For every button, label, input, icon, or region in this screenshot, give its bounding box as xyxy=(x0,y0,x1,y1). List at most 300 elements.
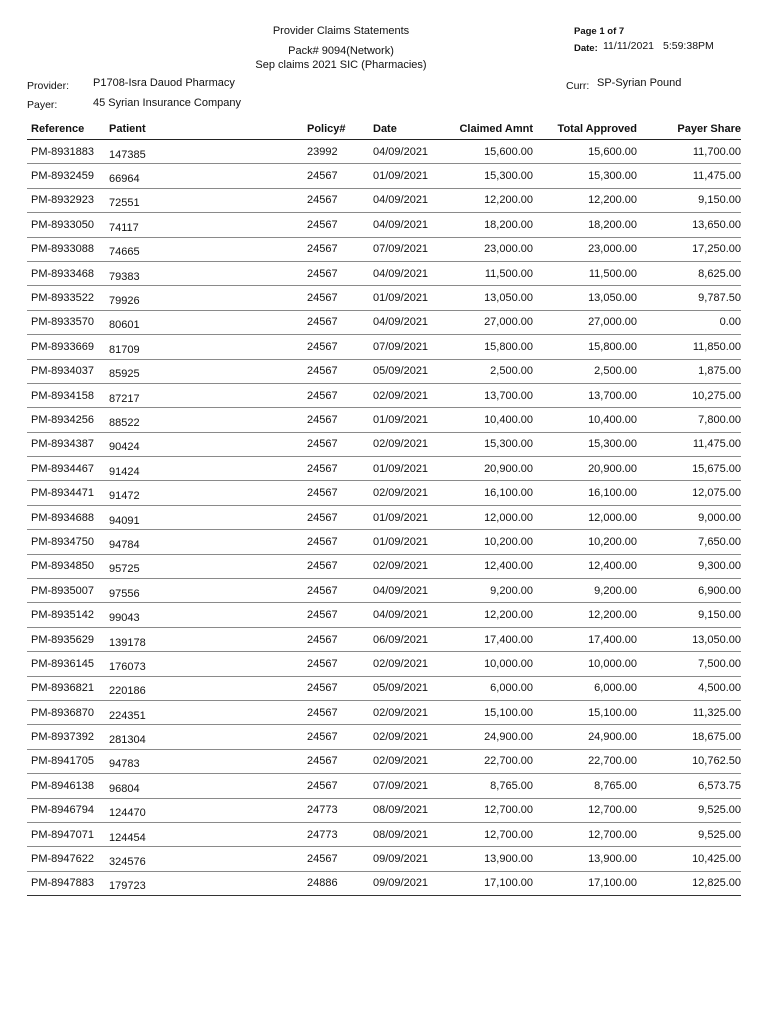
policy-cell: 24567 xyxy=(307,554,373,578)
claimed-amount-cell: 23,000.00 xyxy=(439,237,533,261)
date-cell: 08/09/2021 xyxy=(373,798,439,822)
reference-cell: PM-8934158 xyxy=(27,383,109,407)
claimed-amount-cell: 15,100.00 xyxy=(439,700,533,724)
patient-cell xyxy=(109,676,307,700)
reference-cell: PM-8933669 xyxy=(27,335,109,359)
total-approved-cell: 16,100.00 xyxy=(533,481,637,505)
table-row xyxy=(27,481,741,505)
time-value: 5:59:38PM xyxy=(663,40,714,52)
payer-share-cell: 8,625.00 xyxy=(637,261,741,285)
reference-cell: PM-8934387 xyxy=(27,432,109,456)
claimed-amount-cell: 20,900.00 xyxy=(439,457,533,481)
patient-id: 79926 xyxy=(109,295,140,308)
payer-share-cell: 13,050.00 xyxy=(637,627,741,651)
patient-id: 281304 xyxy=(109,734,146,747)
table-row xyxy=(27,457,741,481)
patient-id: 99043 xyxy=(109,612,140,625)
payer-share-cell: 13,650.00 xyxy=(637,213,741,237)
pack-number: Pack# 9094(Network) xyxy=(288,45,394,57)
date-cell: 05/09/2021 xyxy=(373,676,439,700)
total-approved-cell: 12,400.00 xyxy=(533,554,637,578)
payer-share-cell: 7,650.00 xyxy=(637,530,741,554)
total-approved-cell: 15,300.00 xyxy=(533,432,637,456)
table-row xyxy=(27,627,741,651)
reference-cell: PM-8936870 xyxy=(27,700,109,724)
patient-cell xyxy=(109,700,307,724)
reference-cell: PM-8946138 xyxy=(27,774,109,798)
claimed-amount-cell: 18,200.00 xyxy=(439,213,533,237)
patient-cell xyxy=(109,261,307,285)
table-row xyxy=(27,335,741,359)
claimed-amount-cell: 9,200.00 xyxy=(439,579,533,603)
patient-cell xyxy=(109,652,307,676)
date-cell: 02/09/2021 xyxy=(373,432,439,456)
table-row xyxy=(27,798,741,822)
table-row xyxy=(27,261,741,285)
page-number: Page 1 of 7 xyxy=(574,26,625,37)
patient-id: 87217 xyxy=(109,392,140,405)
claimed-amount-cell: 12,000.00 xyxy=(439,505,533,529)
date-cell: 04/09/2021 xyxy=(373,603,439,627)
payer-share-cell: 11,475.00 xyxy=(637,164,741,188)
patient-cell xyxy=(109,871,307,895)
col-header-total-approved: Total Approved xyxy=(533,118,637,140)
policy-cell: 24567 xyxy=(307,383,373,407)
payer-share-cell: 11,475.00 xyxy=(637,432,741,456)
policy-cell: 24886 xyxy=(307,871,373,895)
patient-cell xyxy=(109,725,307,749)
reference-cell: PM-8933050 xyxy=(27,213,109,237)
policy-cell: 24567 xyxy=(307,749,373,773)
patient-cell xyxy=(109,213,307,237)
patient-cell xyxy=(109,530,307,554)
patient-id: 97556 xyxy=(109,587,140,600)
patient-id: 124454 xyxy=(109,831,146,844)
payer-share-cell: 10,425.00 xyxy=(637,847,741,871)
payer-share-cell: 12,075.00 xyxy=(637,481,741,505)
reference-cell: PM-8933570 xyxy=(27,310,109,334)
claimed-amount-cell: 8,765.00 xyxy=(439,774,533,798)
patient-id: 85925 xyxy=(109,368,140,381)
table-row xyxy=(27,652,741,676)
total-approved-cell: 27,000.00 xyxy=(533,310,637,334)
policy-cell: 24567 xyxy=(307,286,373,310)
policy-cell: 24567 xyxy=(307,335,373,359)
claimed-amount-cell: 15,300.00 xyxy=(439,432,533,456)
claimed-amount-cell: 17,400.00 xyxy=(439,627,533,651)
reference-cell: PM-8947883 xyxy=(27,871,109,895)
reference-cell: PM-8934471 xyxy=(27,481,109,505)
payer-share-cell: 4,500.00 xyxy=(637,676,741,700)
table-row xyxy=(27,383,741,407)
policy-cell: 24567 xyxy=(307,505,373,529)
policy-cell: 24567 xyxy=(307,164,373,188)
table-row xyxy=(27,408,741,432)
table-row xyxy=(27,774,741,798)
reference-cell: PM-8934688 xyxy=(27,505,109,529)
payer-share-cell: 18,675.00 xyxy=(637,725,741,749)
date-cell: 02/09/2021 xyxy=(373,481,439,505)
payer-share-cell: 9,150.00 xyxy=(637,603,741,627)
policy-cell: 24567 xyxy=(307,530,373,554)
reference-cell: PM-8932923 xyxy=(27,188,109,212)
col-header-date: Date xyxy=(373,118,439,140)
claimed-amount-cell: 24,900.00 xyxy=(439,725,533,749)
reference-cell: PM-8947622 xyxy=(27,847,109,871)
payer-share-cell: 0.00 xyxy=(637,310,741,334)
table-row xyxy=(27,676,741,700)
patient-cell xyxy=(109,335,307,359)
policy-cell: 24567 xyxy=(307,774,373,798)
policy-cell: 24773 xyxy=(307,798,373,822)
total-approved-cell: 8,765.00 xyxy=(533,774,637,798)
total-approved-cell: 10,200.00 xyxy=(533,530,637,554)
patient-cell xyxy=(109,310,307,334)
patient-id: 80601 xyxy=(109,319,140,332)
table-row xyxy=(27,822,741,846)
date-cell: 01/09/2021 xyxy=(373,505,439,529)
patient-id: 74665 xyxy=(109,246,140,259)
policy-cell: 24567 xyxy=(307,188,373,212)
table-row xyxy=(27,749,741,773)
reference-cell: PM-8946794 xyxy=(27,798,109,822)
patient-cell xyxy=(109,749,307,773)
total-approved-cell: 12,700.00 xyxy=(533,798,637,822)
payer-label: Payer: xyxy=(27,99,58,111)
table-body xyxy=(27,140,741,896)
patient-cell xyxy=(109,164,307,188)
patient-id: 324576 xyxy=(109,856,146,869)
total-approved-cell: 13,900.00 xyxy=(533,847,637,871)
reference-cell: PM-8931883 xyxy=(27,140,109,164)
total-approved-cell: 6,000.00 xyxy=(533,676,637,700)
policy-cell: 24567 xyxy=(307,213,373,237)
patient-id: 72551 xyxy=(109,197,140,210)
claimed-amount-cell: 12,200.00 xyxy=(439,603,533,627)
claimed-amount-cell: 22,700.00 xyxy=(439,749,533,773)
total-approved-cell: 12,200.00 xyxy=(533,603,637,627)
table-row xyxy=(27,188,741,212)
policy-cell: 24567 xyxy=(307,579,373,603)
payer-share-cell: 9,787.50 xyxy=(637,286,741,310)
total-approved-cell: 10,400.00 xyxy=(533,408,637,432)
patient-id: 179723 xyxy=(109,880,146,893)
date-cell: 09/09/2021 xyxy=(373,871,439,895)
claimed-amount-cell: 12,200.00 xyxy=(439,188,533,212)
payer-share-cell: 9,525.00 xyxy=(637,798,741,822)
patient-id: 91472 xyxy=(109,490,140,503)
table-row xyxy=(27,871,741,895)
total-approved-cell: 12,200.00 xyxy=(533,188,637,212)
date-cell: 06/09/2021 xyxy=(373,627,439,651)
date-cell: 02/09/2021 xyxy=(373,652,439,676)
reference-cell: PM-8932459 xyxy=(27,164,109,188)
total-approved-cell: 24,900.00 xyxy=(533,725,637,749)
patient-id: 220186 xyxy=(109,685,146,698)
currency-label: Curr: xyxy=(566,80,590,92)
date-cell: 07/09/2021 xyxy=(373,774,439,798)
table-row xyxy=(27,505,741,529)
patient-cell xyxy=(109,481,307,505)
payer-share-cell: 10,762.50 xyxy=(637,749,741,773)
patient-id: 88522 xyxy=(109,416,140,429)
report-title: Provider Claims Statements xyxy=(272,25,410,37)
date-cell: 09/09/2021 xyxy=(373,847,439,871)
col-header-reference: Reference xyxy=(27,118,109,140)
payer-share-cell: 9,300.00 xyxy=(637,554,741,578)
claimed-amount-cell: 16,100.00 xyxy=(439,481,533,505)
table-row xyxy=(27,237,741,261)
date-cell: 01/09/2021 xyxy=(373,530,439,554)
report-subtitle: Sep claims 2021 SIC (Pharmacies) xyxy=(255,59,427,71)
col-header-payer-share: Payer Share xyxy=(637,118,741,140)
patient-cell xyxy=(109,457,307,481)
patient-cell xyxy=(109,554,307,578)
patient-cell xyxy=(109,359,307,383)
reference-cell: PM-8933468 xyxy=(27,261,109,285)
payer-share-cell: 6,573.75 xyxy=(637,774,741,798)
reference-cell: PM-8934037 xyxy=(27,359,109,383)
patient-id: 96804 xyxy=(109,782,140,795)
claimed-amount-cell: 10,200.00 xyxy=(439,530,533,554)
total-approved-cell: 10,000.00 xyxy=(533,652,637,676)
payer-share-cell: 11,325.00 xyxy=(637,700,741,724)
claimed-amount-cell: 10,400.00 xyxy=(439,408,533,432)
date-cell: 01/09/2021 xyxy=(373,408,439,432)
col-header-patient: Patient xyxy=(109,118,307,140)
patient-id: 94783 xyxy=(109,758,140,771)
payer-share-cell: 11,700.00 xyxy=(637,140,741,164)
date-value: 11/11/2021 xyxy=(603,40,654,52)
payer-share-cell: 9,000.00 xyxy=(637,505,741,529)
reference-cell: PM-8936145 xyxy=(27,652,109,676)
payer-share-cell: 15,675.00 xyxy=(637,457,741,481)
payer-share-cell: 6,900.00 xyxy=(637,579,741,603)
table-row xyxy=(27,603,741,627)
patient-id: 224351 xyxy=(109,709,146,722)
date-cell: 02/09/2021 xyxy=(373,554,439,578)
claimed-amount-cell: 15,800.00 xyxy=(439,335,533,359)
policy-cell: 24567 xyxy=(307,676,373,700)
date-cell: 01/09/2021 xyxy=(373,457,439,481)
table-row xyxy=(27,140,741,164)
policy-cell: 24567 xyxy=(307,847,373,871)
total-approved-cell: 17,100.00 xyxy=(533,871,637,895)
patient-cell xyxy=(109,822,307,846)
reference-cell: PM-8941705 xyxy=(27,749,109,773)
total-approved-cell: 22,700.00 xyxy=(533,749,637,773)
payer-share-cell: 7,800.00 xyxy=(637,408,741,432)
date-label: Date: xyxy=(574,43,598,54)
reference-cell: PM-8947071 xyxy=(27,822,109,846)
claimed-amount-cell: 17,100.00 xyxy=(439,871,533,895)
patient-cell xyxy=(109,432,307,456)
claimed-amount-cell: 11,500.00 xyxy=(439,261,533,285)
reference-cell: PM-8935007 xyxy=(27,579,109,603)
date-cell: 01/09/2021 xyxy=(373,286,439,310)
payer-share-cell: 12,825.00 xyxy=(637,871,741,895)
provider-value: P1708-Isra Dauod Pharmacy xyxy=(93,77,235,89)
table-row xyxy=(27,579,741,603)
table-row xyxy=(27,554,741,578)
total-approved-cell: 9,200.00 xyxy=(533,579,637,603)
patient-id: 66964 xyxy=(109,173,140,186)
reference-cell: PM-8933522 xyxy=(27,286,109,310)
policy-cell: 24567 xyxy=(307,432,373,456)
total-approved-cell: 15,300.00 xyxy=(533,164,637,188)
claimed-amount-cell: 12,700.00 xyxy=(439,822,533,846)
patient-id: 79383 xyxy=(109,270,140,283)
table-row xyxy=(27,700,741,724)
policy-cell: 24567 xyxy=(307,310,373,334)
total-approved-cell: 2,500.00 xyxy=(533,359,637,383)
policy-cell: 24567 xyxy=(307,603,373,627)
patient-cell xyxy=(109,774,307,798)
total-approved-cell: 11,500.00 xyxy=(533,261,637,285)
total-approved-cell: 17,400.00 xyxy=(533,627,637,651)
table-header xyxy=(27,118,741,140)
patient-cell xyxy=(109,286,307,310)
patient-cell xyxy=(109,408,307,432)
patient-cell xyxy=(109,798,307,822)
claimed-amount-cell: 27,000.00 xyxy=(439,310,533,334)
header-row xyxy=(27,118,741,140)
table-row xyxy=(27,164,741,188)
policy-cell: 24567 xyxy=(307,627,373,651)
policy-cell: 24567 xyxy=(307,725,373,749)
date-cell: 04/09/2021 xyxy=(373,188,439,212)
patient-id: 147385 xyxy=(109,148,146,161)
date-cell: 04/09/2021 xyxy=(373,261,439,285)
reference-cell: PM-8934750 xyxy=(27,530,109,554)
reference-cell: PM-8935142 xyxy=(27,603,109,627)
patient-id: 95725 xyxy=(109,563,140,576)
payer-value: 45 Syrian Insurance Company xyxy=(93,97,241,109)
patient-cell xyxy=(109,505,307,529)
date-cell: 04/09/2021 xyxy=(373,310,439,334)
reference-cell: PM-8937392 xyxy=(27,725,109,749)
reference-cell: PM-8934256 xyxy=(27,408,109,432)
payer-share-cell: 10,275.00 xyxy=(637,383,741,407)
policy-cell: 24567 xyxy=(307,408,373,432)
policy-cell: 24567 xyxy=(307,481,373,505)
patient-id: 90424 xyxy=(109,441,140,454)
reference-cell: PM-8933088 xyxy=(27,237,109,261)
claims-table xyxy=(27,118,741,896)
total-approved-cell: 15,800.00 xyxy=(533,335,637,359)
col-header-policy: Policy# xyxy=(307,118,373,140)
total-approved-cell: 15,100.00 xyxy=(533,700,637,724)
date-cell: 02/09/2021 xyxy=(373,749,439,773)
policy-cell: 24567 xyxy=(307,359,373,383)
payer-share-cell: 9,150.00 xyxy=(637,188,741,212)
currency-value: SP-Syrian Pound xyxy=(597,77,682,89)
claimed-amount-cell: 15,600.00 xyxy=(439,140,533,164)
date-cell: 04/09/2021 xyxy=(373,213,439,237)
date-cell: 07/09/2021 xyxy=(373,335,439,359)
table-row xyxy=(27,359,741,383)
policy-cell: 24567 xyxy=(307,237,373,261)
policy-cell: 24773 xyxy=(307,822,373,846)
table-row xyxy=(27,310,741,334)
patient-id: 176073 xyxy=(109,660,146,673)
total-approved-cell: 18,200.00 xyxy=(533,213,637,237)
patient-cell xyxy=(109,383,307,407)
date-cell: 02/09/2021 xyxy=(373,700,439,724)
total-approved-cell: 23,000.00 xyxy=(533,237,637,261)
total-approved-cell: 12,000.00 xyxy=(533,505,637,529)
patient-cell xyxy=(109,237,307,261)
patient-id: 81709 xyxy=(109,343,140,356)
policy-cell: 24567 xyxy=(307,700,373,724)
patient-cell xyxy=(109,627,307,651)
policy-cell: 23992 xyxy=(307,140,373,164)
policy-cell: 24567 xyxy=(307,652,373,676)
table-row xyxy=(27,432,741,456)
total-approved-cell: 15,600.00 xyxy=(533,140,637,164)
total-approved-cell: 13,700.00 xyxy=(533,383,637,407)
date-cell: 02/09/2021 xyxy=(373,725,439,749)
date-cell: 04/09/2021 xyxy=(373,579,439,603)
claimed-amount-cell: 2,500.00 xyxy=(439,359,533,383)
claimed-amount-cell: 12,400.00 xyxy=(439,554,533,578)
date-cell: 04/09/2021 xyxy=(373,140,439,164)
claimed-amount-cell: 6,000.00 xyxy=(439,676,533,700)
table-row xyxy=(27,530,741,554)
patient-cell xyxy=(109,847,307,871)
provider-label: Provider: xyxy=(27,80,70,92)
payer-share-cell: 17,250.00 xyxy=(637,237,741,261)
claimed-amount-cell: 10,000.00 xyxy=(439,652,533,676)
patient-id: 94091 xyxy=(109,514,140,527)
claimed-amount-cell: 13,900.00 xyxy=(439,847,533,871)
patient-id: 91424 xyxy=(109,465,140,478)
patient-cell xyxy=(109,603,307,627)
date-cell: 07/09/2021 xyxy=(373,237,439,261)
patient-id: 139178 xyxy=(109,636,146,649)
total-approved-cell: 12,700.00 xyxy=(533,822,637,846)
date-cell: 05/09/2021 xyxy=(373,359,439,383)
payer-share-cell: 7,500.00 xyxy=(637,652,741,676)
reference-cell: PM-8935629 xyxy=(27,627,109,651)
policy-cell: 24567 xyxy=(307,457,373,481)
date-cell: 02/09/2021 xyxy=(373,383,439,407)
patient-id: 74117 xyxy=(109,221,139,234)
patient-cell xyxy=(109,188,307,212)
date-cell: 08/09/2021 xyxy=(373,822,439,846)
payer-share-cell: 1,875.00 xyxy=(637,359,741,383)
patient-id: 124470 xyxy=(109,807,146,820)
reference-cell: PM-8936821 xyxy=(27,676,109,700)
payer-share-cell: 9,525.00 xyxy=(637,822,741,846)
reference-cell: PM-8934467 xyxy=(27,457,109,481)
col-header-claimed-amount: Claimed Amnt xyxy=(439,118,533,140)
table-row xyxy=(27,847,741,871)
reference-cell: PM-8934850 xyxy=(27,554,109,578)
policy-cell: 24567 xyxy=(307,261,373,285)
patient-cell xyxy=(109,579,307,603)
payer-share-cell: 11,850.00 xyxy=(637,335,741,359)
table-row xyxy=(27,725,741,749)
claimed-amount-cell: 13,700.00 xyxy=(439,383,533,407)
patient-cell xyxy=(109,140,307,164)
date-cell: 01/09/2021 xyxy=(373,164,439,188)
total-approved-cell: 20,900.00 xyxy=(533,457,637,481)
table-row xyxy=(27,286,741,310)
claimed-amount-cell: 12,700.00 xyxy=(439,798,533,822)
claimed-amount-cell: 15,300.00 xyxy=(439,164,533,188)
claimed-amount-cell: 13,050.00 xyxy=(439,286,533,310)
